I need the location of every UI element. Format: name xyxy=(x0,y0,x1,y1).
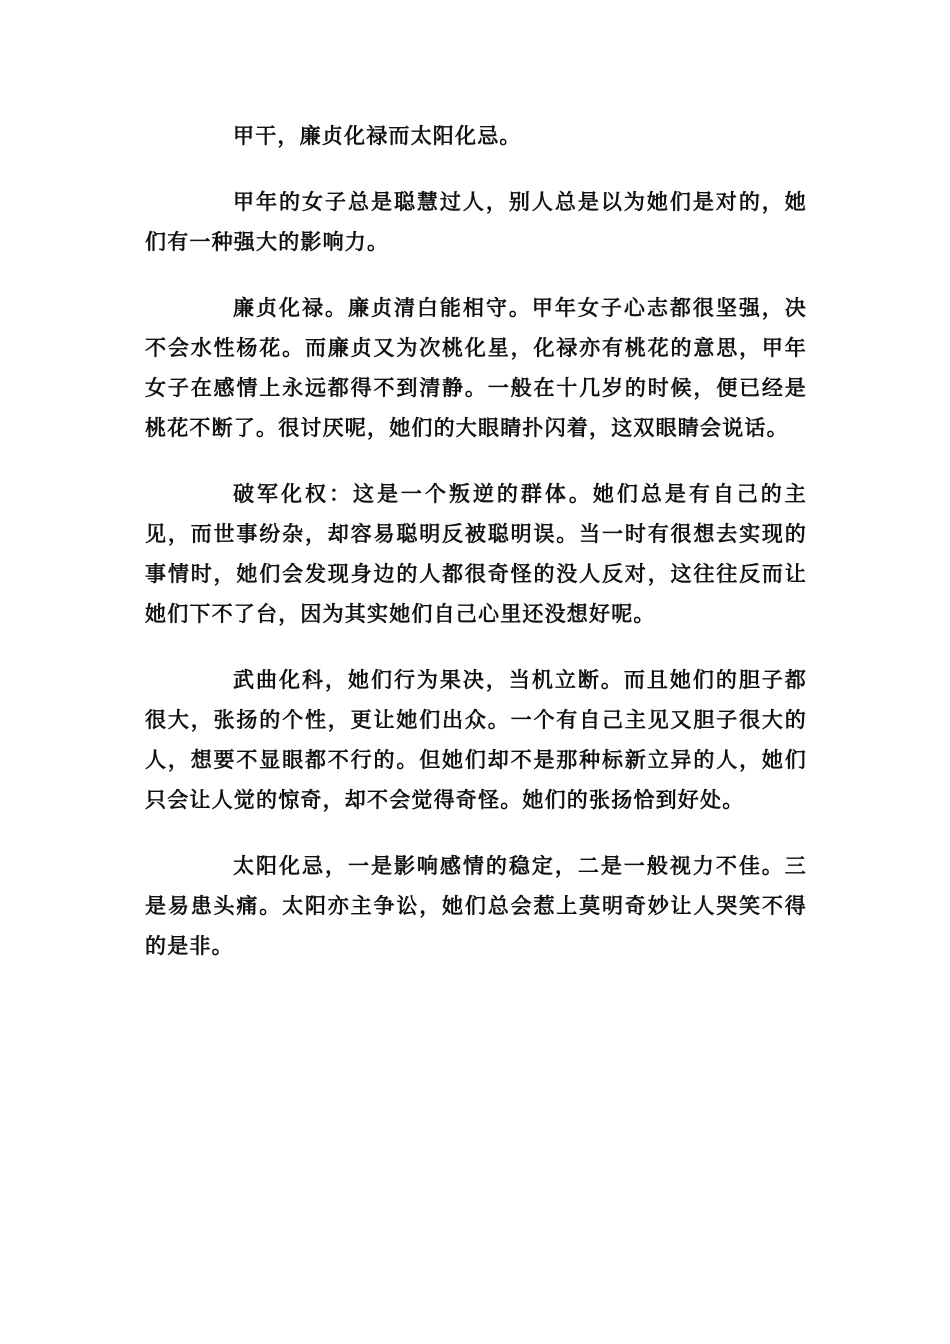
paragraph-pojun-huaquan: 破军化权：这是一个叛逆的群体。她们总是有自己的主见，而世事纷杂，却容易聪明反被聪明误。当一时有很想去实现的事情时，她们会发现身边的人都很奇怪的没人反对，这往往反而让她们下不了台，因为其实她们自己心里还没想好呢。 xyxy=(145,482,807,626)
paragraph-wuqu-huake: 武曲化科，她们行为果决，当机立断。而且她们的胆子都很大，张扬的个性，更让她们出众。一个有自己主见又胆子很大的人，想要不显眼都不行的。但她们却不是那种标新立异的人，她们只会让人觉的惊奇，却不会觉得奇怪。她们的张扬恰到好处。 xyxy=(145,668,807,812)
paragraph-taiyang-huaji: 太阳化忌，一是影响感情的稳定，二是一般视力不佳。三是易患头痛。太阳亦主争讼，她们总会惹上莫明奇妙让人哭笑不得的是非。 xyxy=(145,854,807,958)
paragraph-intro: 甲干，廉贞化禄而太阳化忌。 xyxy=(233,124,522,148)
document-page xyxy=(145,116,807,966)
paragraph-lianzhen-hualu: 廉贞化禄。廉贞清白能相守。甲年女子心志都很坚强，决不会水性杨花。而廉贞又为次桃化星，化禄亦有桃花的意思，甲年女子在感情上永远都得不到清静。一般在十几岁的时候，便已经是桃花不断了。很讨厌呢，她们的大眼睛扑闪着，这双眼睛会说话。 xyxy=(145,296,807,440)
paragraph-jia-year-women: 甲年的女子总是聪慧过人，别人总是以为她们是对的，她们有一种强大的影响力。 xyxy=(145,190,807,254)
